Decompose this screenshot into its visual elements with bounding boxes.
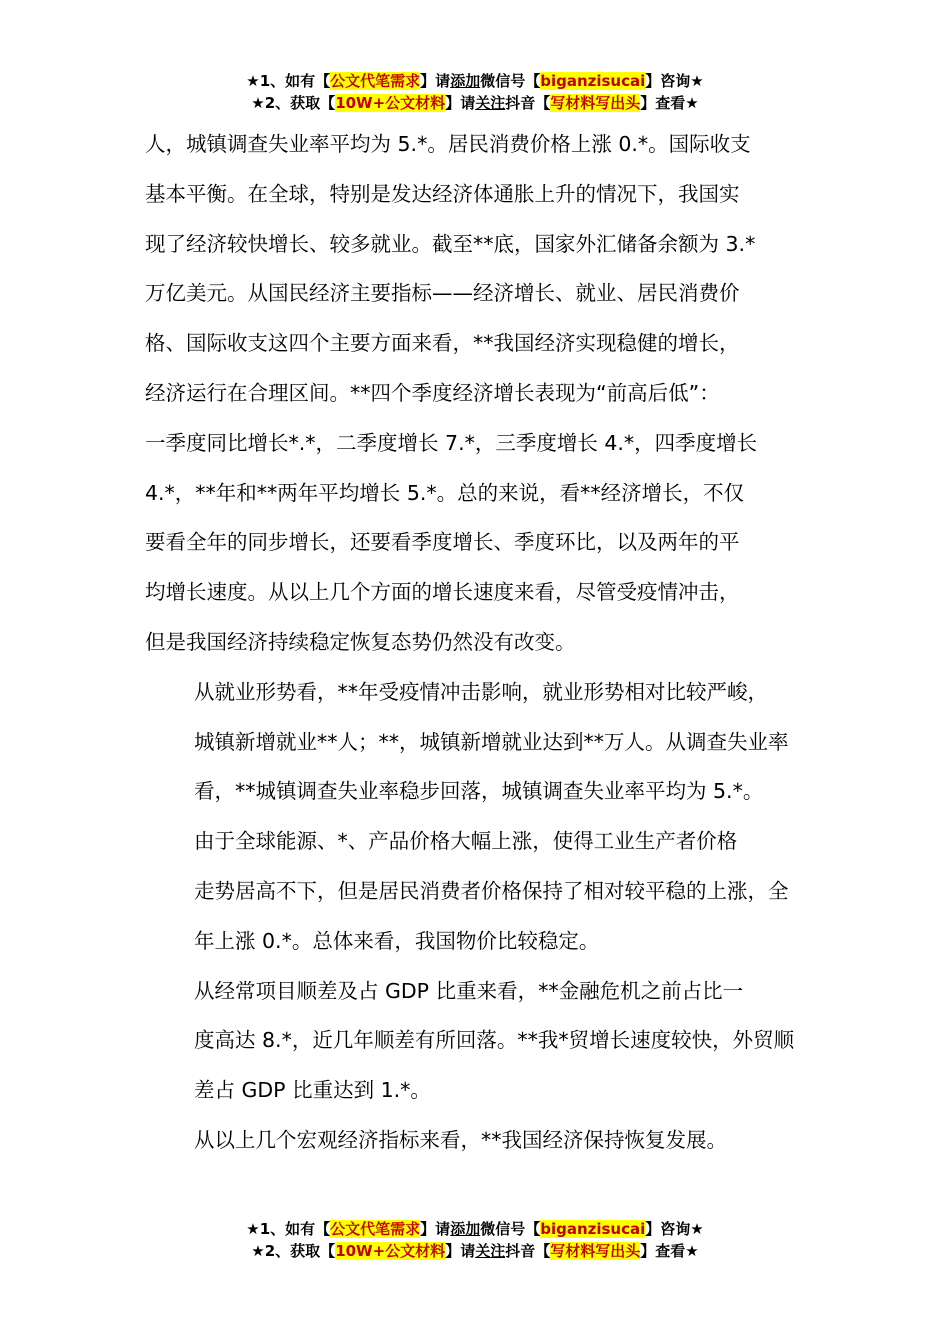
header-banner (0, 70, 950, 114)
banner-highlight: 10W+公文材料 (335, 1242, 446, 1260)
banner-line-1 (0, 1218, 950, 1240)
paragraph-4: 从经常项目顺差及占 GDP 比重来看，**金融危机之前占比一 度高达 8.*，近几年顺差有所回落。**我*贸增长速度较快，外贸顺 差占 GDP 比重达到 1.*。 (194, 978, 795, 1103)
banner-text: 】请 (445, 1242, 476, 1260)
banner-line-1 (0, 70, 950, 92)
banner-line-2 (0, 92, 950, 114)
banner-underlined: 关注 (475, 94, 506, 112)
footer-banner (0, 1218, 950, 1262)
paragraph-2: 从就业形势看，**年受疫情冲击影响，就业形势相对比较严峻， 城镇新增就业**人；**，城镇新增就业达到**万人。从调查失业率 看，**城镇调查失业率稳步回落，城镇调查失业率平均为 5.*。 (194, 679, 789, 804)
douyin-account: 写材料写出头 (550, 1242, 641, 1260)
banner-text: 】请 (420, 72, 451, 90)
banner-highlight: 公文代笔需求 (330, 1220, 421, 1238)
banner-text: ★2、获取【 (251, 94, 336, 112)
document-body (145, 120, 825, 1166)
douyin-account: 写材料写出头 (550, 94, 641, 112)
banner-text: 微信号【 (480, 72, 541, 90)
paragraph-1: 人，城镇调查失业率平均为 5.*。居民消费价格上涨 0.*。国际收支 基本平衡。在全球，特别是发达经济体通胀上升的情况下，我国实 现了经济较快增长、较多就业。截至**底，国家外汇储备余额为 3.* 万亿美元。从国民经济主要指标——经济增长、就业、居民消费价 格、国际收支这四个主要方面来看，**我国经济实现稳健的增长， 经济运行在合理区间。**四个季度经济增长表现为“前高后低”： 一季度同比增长*.*，二季度增长 7.*，三季度增长 4.*，四季度增长 4.*，**年和**两年平均增长 5.*。总的来说，看**经济增长，不仅 要看全年的同步增长，还要看季度增长、季度环比，以及两年的平 均增长速度。从以上几个方面的增长速度来看，尽管受疫情冲击， 但是我国经济持续稳定恢复态势仍然没有改变。 (145, 132, 758, 654)
banner-text: 抖音【 (505, 1242, 551, 1260)
banner-text: 】查看★ (640, 94, 699, 112)
banner-text: ★2、获取【 (251, 1242, 336, 1260)
banner-highlight: 10W+公文材料 (335, 94, 446, 112)
banner-text: 】咨询★ (645, 1220, 704, 1238)
wechat-id: biganzisucai (540, 1220, 646, 1238)
banner-underlined: 添加 (450, 1220, 481, 1238)
banner-underlined: 关注 (475, 1242, 506, 1260)
wechat-id: biganzisucai (540, 72, 646, 90)
banner-text: 】请 (445, 94, 476, 112)
banner-text: 】请 (420, 1220, 451, 1238)
paragraph-3: 由于全球能源、*、产品价格大幅上涨，使得工业生产者价格 走势居高不下，但是居民消费者价格保持了相对较平稳的上涨，全 年上涨 0.*。总体来看，我国物价比较稳定。 (194, 829, 789, 953)
banner-text: 】咨询★ (645, 72, 704, 90)
banner-text: ★1、如有【 (246, 72, 331, 90)
banner-text: 】查看★ (640, 1242, 699, 1260)
banner-underlined: 添加 (450, 72, 481, 90)
banner-line-2 (0, 1240, 950, 1262)
banner-highlight: 公文代笔需求 (330, 72, 421, 90)
banner-text: ★1、如有【 (246, 1220, 331, 1238)
paragraph-5: 从以上几个宏观经济指标来看，**我国经济保持恢复发展。 (194, 1127, 727, 1152)
banner-text: 微信号【 (480, 1220, 541, 1238)
banner-text: 抖音【 (505, 94, 551, 112)
